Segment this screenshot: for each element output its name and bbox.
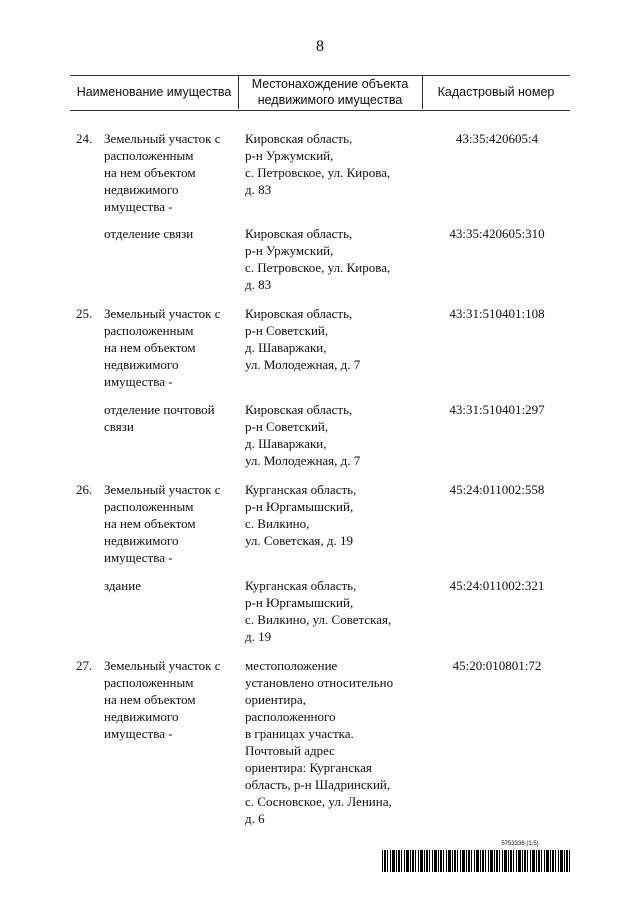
- property-location: [245, 481, 420, 549]
- name-line: связи: [104, 419, 134, 434]
- name-line: Земельный участок с: [104, 306, 221, 321]
- location-line: Почтовый адрес: [245, 743, 335, 758]
- header-location-line1: Местонахождение объекта: [251, 76, 409, 91]
- header-cell-name: Наименование имущества: [76, 84, 232, 99]
- location-line: д. 19: [245, 629, 272, 644]
- location-line: р-н Советский,: [245, 419, 329, 434]
- property-location: [245, 401, 420, 469]
- cadastral-number: 43:35:420605:4: [455, 131, 539, 146]
- property-name: [104, 305, 244, 390]
- document-code: 5753336 (1.5): [501, 841, 539, 847]
- location-line: Кировская область,: [245, 306, 353, 321]
- name-line: имущества -: [104, 374, 173, 389]
- name-line: расположенным: [104, 499, 194, 514]
- location-line: Кировская область,: [245, 226, 353, 241]
- header-cell-cadastral: Кадастровый номер: [437, 84, 555, 99]
- name-line: Земельный участок с: [104, 658, 221, 673]
- header-cell-location: [238, 73, 422, 110]
- location-line: ориентира: Курганская: [245, 760, 372, 775]
- location-line: ул. Молодежная, д. 7: [245, 453, 361, 468]
- location-line: с. Вилкино, ул. Советская,: [245, 612, 392, 627]
- name-line: на нем объектом: [104, 692, 196, 707]
- row-number: 25.: [76, 306, 93, 321]
- header-divider-1: [238, 76, 239, 109]
- name-line: отделение почтовой: [104, 402, 215, 417]
- name-line: здание: [104, 578, 141, 593]
- cadastral-number: 45:24:011002:321: [449, 578, 545, 593]
- cadastral-number: 43:31:510401:108: [449, 306, 545, 321]
- location-line: ориентира,: [245, 692, 306, 707]
- property-name: [104, 225, 244, 242]
- location-line: местоположение: [245, 658, 338, 673]
- location-line: Курганская область,: [245, 578, 357, 593]
- name-line: расположенным: [104, 323, 194, 338]
- name-line: недвижимого: [104, 357, 179, 372]
- location-line: с. Сосновское, ул. Ленина,: [245, 794, 392, 809]
- name-line: недвижимого: [104, 533, 179, 548]
- property-name: [104, 577, 244, 594]
- location-line: д. Шаваржаки,: [245, 436, 327, 451]
- header-location-line2: недвижимого имущества: [257, 92, 403, 107]
- row-number: 26.: [76, 482, 93, 497]
- page-number: 8: [316, 38, 324, 55]
- property-location: [245, 577, 420, 645]
- location-line: установлено относительно: [245, 675, 394, 690]
- property-name: [104, 130, 244, 215]
- location-line: р-н Уржумский,: [245, 243, 334, 258]
- name-line: недвижимого: [104, 182, 179, 197]
- property-location: [245, 305, 420, 373]
- name-line: недвижимого: [104, 709, 179, 724]
- property-name: [104, 401, 244, 435]
- name-line: Земельный участок с: [104, 131, 221, 146]
- name-line: имущества -: [104, 726, 173, 741]
- property-location: [245, 130, 420, 198]
- location-line: в границах участка.: [245, 726, 354, 741]
- header-divider-2: [422, 76, 423, 109]
- location-line: с. Петровское, ул. Кирова,: [245, 165, 391, 180]
- location-line: расположенного: [245, 709, 336, 724]
- name-line: расположенным: [104, 675, 194, 690]
- row-number: 24.: [76, 131, 93, 146]
- property-name: [104, 657, 244, 742]
- name-line: отделение связи: [104, 226, 194, 241]
- location-line: р-н Советский,: [245, 323, 329, 338]
- location-line: ул. Советская, д. 19: [245, 533, 354, 548]
- location-line: д. 83: [245, 277, 272, 292]
- property-name: [104, 481, 244, 566]
- location-line: с. Вилкино,: [245, 516, 310, 531]
- location-line: ул. Молодежная, д. 7: [245, 357, 361, 372]
- location-line: д. 6: [245, 811, 265, 826]
- name-line: имущества -: [104, 199, 173, 214]
- location-line: область, р-н Шадринский,: [245, 777, 391, 792]
- location-line: с. Петровское, ул. Кирова,: [245, 260, 391, 275]
- cadastral-number: 45:24:011002:558: [449, 482, 545, 497]
- name-line: на нем объектом: [104, 516, 196, 531]
- property-location: [245, 225, 420, 293]
- property-location: [245, 657, 420, 827]
- table-header-bottom-rule: [70, 110, 570, 111]
- row-number: 27.: [76, 658, 93, 673]
- name-line: расположенным: [104, 148, 194, 163]
- location-line: Курганская область,: [245, 482, 357, 497]
- name-line: на нем объектом: [104, 340, 196, 355]
- name-line: Земельный участок с: [104, 482, 221, 497]
- location-line: р-н Юргамышский,: [245, 499, 354, 514]
- location-line: д. 83: [245, 182, 272, 197]
- cadastral-number: 43:35:420605:310: [449, 226, 545, 241]
- barcode-image: [382, 850, 570, 872]
- cadastral-number: 43:31:510401:297: [449, 402, 545, 417]
- location-line: д. Шаваржаки,: [245, 340, 327, 355]
- location-line: р-н Уржумский,: [245, 148, 334, 163]
- name-line: на нем объектом: [104, 165, 196, 180]
- location-line: Кировская область,: [245, 402, 353, 417]
- name-line: имущества -: [104, 550, 173, 565]
- cadastral-number: 45:20:010801:72: [452, 658, 542, 673]
- location-line: Кировская область,: [245, 131, 353, 146]
- location-line: р-н Юргамышский,: [245, 595, 354, 610]
